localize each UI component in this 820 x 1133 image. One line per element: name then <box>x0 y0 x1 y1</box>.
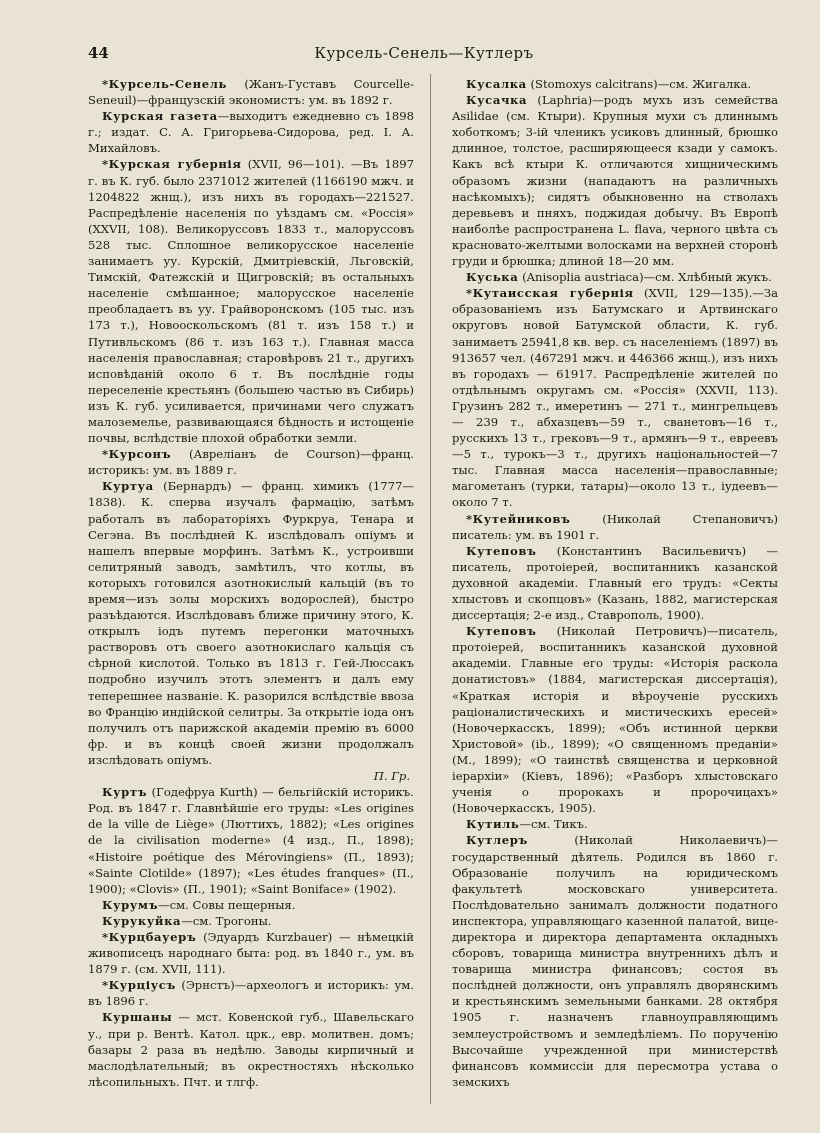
entry-headword: Кутлеръ <box>466 833 528 848</box>
dictionary-entry <box>88 897 414 913</box>
dictionary-entry <box>452 543 778 623</box>
right-column <box>452 76 778 1090</box>
entry-text: — мст. Ковенской губ., Шавельскаго у., при р. Вентѣ. Катол. црк., евр. молитвен. домъ; базары 2 раза въ недѣлю. Заводы кирпичный и маслодѣлательный; въ окрестностяхъ нѣсколько лѣсопильныхъ. Пчт. и тлгф. <box>88 1010 414 1089</box>
dictionary-entry <box>88 156 414 446</box>
page-number: 44 <box>88 44 109 62</box>
entry-headword: Куршаны <box>102 1010 173 1025</box>
dictionary-entry <box>452 623 778 816</box>
entry-headword: *Курціусъ <box>102 978 176 993</box>
entry-headword: Курумъ <box>102 897 159 912</box>
entry-text: (Годефруа Kurth) — бельгійскій историкъ. Род. въ 1847 г. Главнѣйшіе его труды: «Les origines de la ville de Liège» (Люттихъ, 1882); «Les origines de la civilisation moderne» (4 изд., П., 1898); «Histoire poétique des Mérovingiens» (П., 1893); «Sainte Clotilde» (1897); «Les études franques» (П., 1900); «Clovis» (П., 1901); «Saint Boniface» (1902). <box>88 785 414 896</box>
page-header <box>88 44 760 68</box>
running-title: Курсель-Сенель—Кутлеръ <box>314 44 534 62</box>
entry-text: (Stomoxys calcitrans)—см. Жигалка. <box>526 77 752 91</box>
entry-headword: *Курцбауеръ <box>102 929 197 944</box>
dictionary-entry <box>452 92 778 269</box>
entry-headword: Кусалка <box>466 77 527 91</box>
dictionary-entry <box>88 929 414 977</box>
entry-text: (Николай Николаевичъ)—государственный дѣятель. Родился въ 1860 г. Образованіе получилъ на юридическомъ факультетѣ московскаго университета. Послѣдовательно занималъ должности податного инспектора, управляющаго казенной палатой, вице-директора и директора департамента окладныхъ сборовъ, товарища министра внутреннихъ дѣлъ и товарища министра финансовъ; состоя въ послѣдней должности, онъ управлялъ дворянскимъ и крестьянскимъ земельными банками. 28 октября 1905 г. назначенъ главноуправляющимъ землеустройствомъ и земледѣліемъ. По порученію Высочайше учрежденной при министерствѣ финансовъ коммиссіи для пересмотра устава о земскихъ <box>452 833 778 1089</box>
entry-headword: Курская газета <box>102 109 218 124</box>
entry-text: (Жанъ-Густавъ Courcelle-Seneuil)—французскій экономистъ: ум. въ 1892 г. <box>88 77 414 108</box>
entry-headword: Куртуа <box>102 479 154 494</box>
entry-text: (Anisoplia austriaca)—см. Хлѣбный жукъ. <box>518 270 772 285</box>
entry-text: (XVII, 96—101). —Въ 1897 г. въ К. губ. было 2371012 жителей (1166190 мжч. и 1204822 жнщ.), изъ нихъ въ городахъ—221527. Распредѣленіе населенія по уѣздамъ см. «Россія» (XXVII, 108). Великоруссовъ 1833 т., малоруссовъ 528 тыс. Сплошное великорусское населеніе занимаетъ уу. Курскій, Дмитріевскій, Льговскій, Тимскій, Фатежскій и Щигровскій; въ остальныхъ населеніе смѣшанное; малорусское населеніе преобладаетъ въ уу. Грайворонскомъ (105 тыс. изъ 173 т.), Новооскольскомъ (81 т. изъ 158 т.) и Путивльскомъ (86 т. изъ 163 т.). Главная масса населенія православная; старовѣровъ 21 т., другихъ исповѣданій около 6 т. Въ послѣдніе годы переселеніе крестьянъ (большею частью въ Сибирь) изъ К. губ. усиливается, причинами чего служатъ малоземелье, развивающаяся бѣдность и истощеніе почвы, вслѣдствіе плохой обработки земли. <box>88 157 414 446</box>
dictionary-entry <box>88 913 414 929</box>
dictionary-entry <box>452 511 778 543</box>
entry-text: (Эрнстъ)—археологъ и историкъ: ум. въ 1896 г. <box>88 978 414 1009</box>
entry-headword: Кутеповъ <box>466 543 537 558</box>
dictionary-entry <box>452 285 778 510</box>
entry-headword: Кутеповъ <box>466 624 537 639</box>
entry-text: (Константинъ Васильевичъ) —писатель, протоіерей, воспитанникъ казанской духовной академіи. Главный его трудъ: «Секты хлыстовъ и скопцовъ» (Казань, 1882, магистерская диссертація; 2-е изд., Ставрополь, 1900). <box>452 543 778 623</box>
entry-text: (Laphria)—родъ мухъ изъ семейства Asilidae (см. Ктыри). Крупныя мухи съ длиннымъ хоботкомъ; 3-ій членикъ усиковъ длинный, брюшко длинное, толстое, расширяющееся кзади у самокъ. Какъ всѣ ктыри К. отличаются хищническимъ образомъ жизни (нападаютъ на различныхъ насѣкомыхъ); сидятъ обыкновенно на стволахъ деревьевъ и пняхъ, поджидая добычу. Въ Европѣ наиболѣе распространена L. flava, черного цвѣта съ красновато-желтыми волосками на верхней сторонѣ груди и брюшка; длиной 18—20 мм. <box>452 93 778 269</box>
dictionary-entry <box>88 478 414 768</box>
entry-headword: Кусачка <box>466 93 528 108</box>
entry-text: —см. Трогоны. <box>181 913 272 928</box>
dictionary-entry <box>88 1009 414 1089</box>
entry-headword: Куська <box>466 270 519 285</box>
entry-headword: Куртъ <box>102 785 148 800</box>
dictionary-entry <box>88 977 414 1009</box>
entry-text: (Николай Петровичъ)—писатель, протоіерей, воспитанникъ казанской духовной академіи. Главные его труды: «Исторія раскола донатистовъ» (1884, магистерская диссертація), «Краткая исторія и вѣроученіе русскихъ раціоналистическихъ и мистическихъ ересей» (Новочеркасскъ, 1899); «Объ истинной церкви Христовой» (ib., 1899); «О священномъ преданіи» (М., 1899); «О таинствѣ священства и церковной іерархіи» (Кіевъ, 1896); «Разборъ хлыстовскаго ученія о пророкахъ и пророчицахъ» (Новочеркасскъ, 1905). <box>452 624 778 816</box>
entry-headword: Кутиль <box>466 817 520 832</box>
entry-text: —см. Тикъ. <box>519 817 588 832</box>
entry-text: —выходитъ ежедневно съ 1898 г.; издат. С. А. Григорьева-Сидорова, ред. I. А. Михайловъ. <box>88 109 415 156</box>
entry-text: (Николай Степановичъ) писатель: ум. въ 1901 г. <box>452 511 778 542</box>
dictionary-entry <box>452 269 778 285</box>
entry-text: —см. Совы пещерныя. <box>158 897 296 912</box>
dictionary-entry <box>88 76 414 108</box>
dictionary-entry <box>88 108 414 156</box>
dictionary-entry <box>88 446 414 478</box>
entry-text: (Авреліанъ de Courson)—франц. историкъ: ум. въ 1889 г. <box>88 447 414 478</box>
dictionary-entry <box>452 816 778 832</box>
left-column <box>88 76 414 1090</box>
entry-text: (Эдуардъ Kurzbauer) — нѣмецкій живописецъ народнаго быта: род. въ 1840 г., ум. въ 1879 г. (см. XVII, 111). <box>88 929 414 977</box>
entry-headword: *Курская губернія <box>102 157 242 172</box>
entry-headword: *Кутейниковъ <box>466 511 571 526</box>
author-signature: П. Гр. <box>373 769 410 784</box>
entry-headword: Курукуйка <box>102 913 182 928</box>
entry-headword: *Кутаисская губернія <box>466 286 634 301</box>
entry-headword: *Курсонъ <box>102 447 172 462</box>
dictionary-entry <box>88 784 414 897</box>
entry-text: (Бернардъ) — франц. химикъ (1777—1838). К. сперва изучалъ фармацію, затѣмъ работалъ въ лабораторіяхъ Фуркруа, Тенара и Сегэна. Въ послѣдней К. изслѣдовалъ опіумъ и нашелъ впервые морфинъ. Затѣмъ К., устроивши селитряный заводъ, замѣтилъ, что котлы, въ которыхъ готовился азотнокислый кальцій (въ то время—изъ золы морскихъ водорослей), быстро разъѣдаются. Изслѣдовавъ ближе причину этого, К. открылъ іодъ путемъ перегонки маточныхъ растворовъ отъ своего азотнокислаго кальція съ сѣрной кислотой. Только въ 1813 г. Гей-Люссакъ подробно изучилъ этотъ элементъ и далъ ему теперешнее названіе. К. разорился вслѣдствіе ввоза во Францію индійской селитры. За открытіе іода онъ получилъ отъ парижской академіи премію въ 6000 фр. и въ концѣ своей жизни продолжалъ изслѣдовать опіумъ. <box>88 479 414 767</box>
entry-text: (XVII, 129—135).—За образованіемъ изъ Батумскаго и Артвинскаго округовъ новой Батумской области, К. губ. занимаетъ 25941,8 кв. вер. съ населеніемъ (1897) въ 913657 чел. (467291 мжч. и 446366 жнщ.), изъ нихъ въ городахъ — 61917. Распредѣленіе жителей по отдѣльнымъ округамъ см. «Россія» (XXVII, 113). Грузинъ 282 т., имеретинъ — 271 т., мингрельцевъ — 239 т., абхазцевъ—59 т., сванетовъ—16 т., русскихъ 13 т., грековъ—9 т., армянъ—9 т., евреевъ—5 т., турокъ—3 т., другихъ національностей—7 тыс. Главная масса населенія—православные; магометанъ (турки, татары)—около 13 т., іудеевъ—около 7 т. <box>452 286 778 510</box>
entry-headword: *Курсель-Сенель <box>102 77 227 91</box>
dictionary-entry <box>452 832 778 1090</box>
column-divider <box>430 74 431 1104</box>
dictionary-entry <box>452 76 778 92</box>
